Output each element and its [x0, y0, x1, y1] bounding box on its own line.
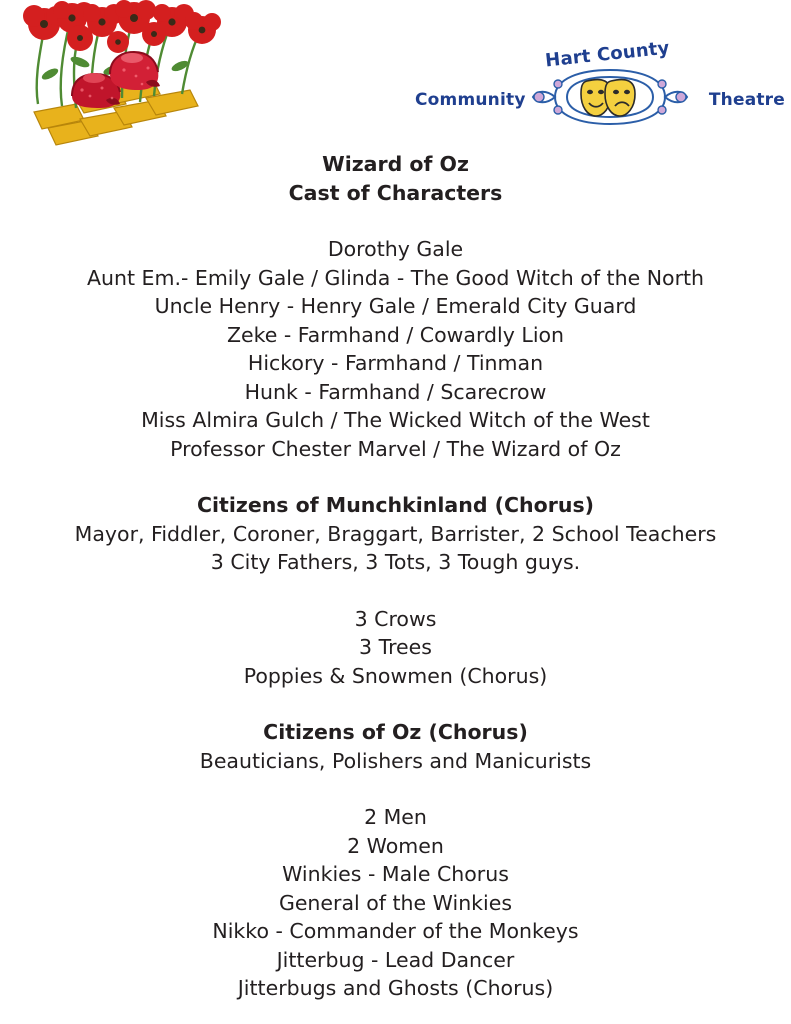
cast-line: Beauticians, Polishers and Manicurists	[199, 748, 592, 773]
section-heading: Citizens of Munchkinland (Chorus)	[196, 493, 595, 517]
cast-line: Jitterbug - Lead Dancer	[276, 947, 515, 972]
cast-line: 3 Crows	[354, 606, 437, 631]
cast-line: Dorothy Gale	[327, 237, 464, 261]
cast-of-characters-document	[0, 150, 791, 1003]
spacer	[0, 463, 791, 491]
cast-line: Professor Chester Marvel / The Wizard of Oz	[170, 436, 621, 461]
spacer	[0, 690, 791, 718]
cast-block-principals	[0, 235, 791, 463]
theatre-masks-icon	[525, 66, 695, 128]
cast-line: Miss Almira Gulch / The Wicked Witch of the West	[141, 408, 650, 432]
cast-line: Hickory - Farmhand / Tinman	[247, 351, 544, 375]
spacer	[0, 577, 791, 605]
spacer	[0, 775, 791, 803]
cast-line: Zeke - Farmhand / Cowardly Lion	[226, 322, 565, 347]
cast-line: 3 City Fathers, 3 Tots, 3 Tough guys.	[210, 550, 581, 574]
cast-line: General of the Winkies	[278, 890, 513, 915]
cast-line: 2 Men	[364, 805, 427, 829]
logo-word-theatre: Theatre	[708, 90, 785, 110]
title-line: Cast of Characters	[288, 180, 503, 205]
cast-line: 2 Women	[347, 833, 444, 858]
cast-line: Poppies & Snowmen (Chorus)	[243, 663, 548, 688]
document-header	[0, 0, 791, 150]
cast-line: Aunt Em.- Emily Gale / Glinda - The Good Witch of the North	[86, 265, 705, 290]
cast-block-winkies	[0, 803, 791, 1003]
ruby-slippers-poppies-illustration	[14, 0, 229, 150]
cast-line: Nikko - Commander of the Monkeys	[212, 919, 579, 943]
cast-line: Hunk - Farmhand / Scarecrow	[244, 379, 547, 404]
section-heading: Citizens of Oz (Chorus)	[263, 720, 528, 744]
cast-line: Uncle Henry - Henry Gale / Emerald City Guard	[154, 294, 637, 318]
theatre-logo	[415, 26, 785, 126]
cast-line: Jitterbugs and Ghosts (Chorus)	[237, 976, 554, 1000]
logo-word-community: Community	[415, 90, 526, 110]
cast-line: Winkies - Male Chorus	[282, 862, 509, 886]
spacer	[0, 207, 791, 235]
title-line: Wizard of Oz	[322, 152, 469, 176]
document-title	[0, 150, 791, 207]
cast-line: Mayor, Fiddler, Coroner, Braggart, Barrister, 2 School Teachers	[74, 521, 717, 546]
logo-word-hart-county: Hart County	[544, 37, 671, 72]
cast-block-munchkinland	[0, 491, 791, 577]
cast-block-crows-trees	[0, 605, 791, 691]
cast-line: 3 Trees	[359, 635, 432, 659]
cast-block-citizens-of-oz	[0, 718, 791, 775]
